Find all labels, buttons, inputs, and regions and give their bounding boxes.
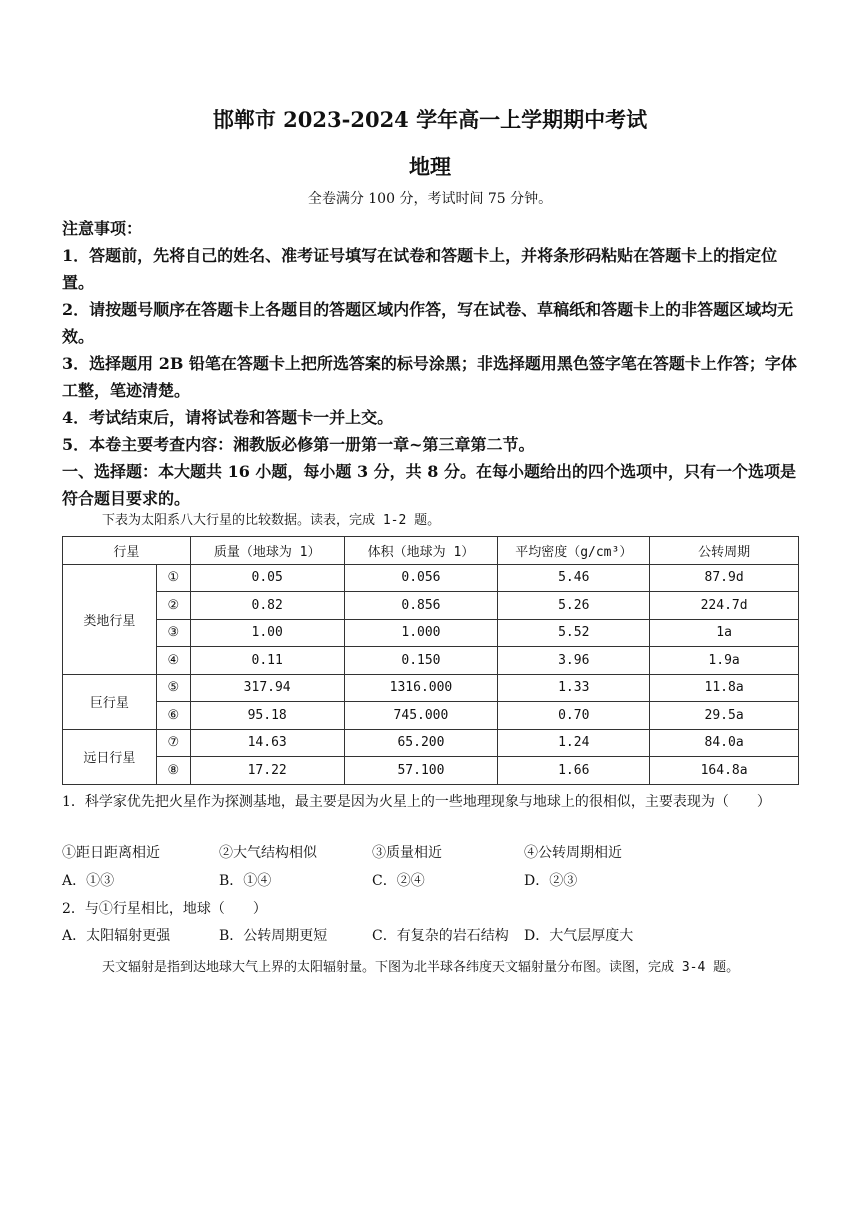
- cell-period: 29.5a: [650, 702, 799, 730]
- question-1-options: [62, 870, 802, 894]
- cell-mass: 0.11: [190, 647, 344, 675]
- q2-option-a[interactable]: A．太阳辐射更强: [62, 928, 171, 944]
- cell-density: 5.46: [498, 564, 650, 592]
- row-id: ⑤: [156, 674, 190, 702]
- cell-volume: 1316.000: [344, 674, 498, 702]
- group-terrestrial: 类地行星: [63, 564, 157, 674]
- note-item: 3．选择题用 2B 铅笔在答题卡上把所选答案的标号涂黑；非选择题用黑色签字笔在答题卡上作答；字体工整，笔迹清楚。: [62, 354, 797, 400]
- q2-option-b[interactable]: B．公转周期更短: [219, 928, 328, 944]
- question-2-options: [62, 925, 802, 949]
- cell-period: 1a: [650, 619, 799, 647]
- table-row: [63, 674, 799, 702]
- row-id: ⑥: [156, 702, 190, 730]
- exam-info: 全卷满分 100 分，考试时间 75 分钟。: [307, 191, 553, 207]
- table-row: [63, 619, 799, 647]
- cell-mass: 0.82: [190, 592, 344, 620]
- cell-density: 1.24: [498, 729, 650, 757]
- cell-mass: 1.00: [190, 619, 344, 647]
- q2-option-c[interactable]: C．有复杂的岩石结构: [372, 928, 509, 944]
- header-period: 公转周期: [650, 537, 799, 565]
- notes-section: [62, 215, 802, 512]
- cell-period: 1.9a: [650, 647, 799, 675]
- table-row: [63, 647, 799, 675]
- cell-density: 1.33: [498, 674, 650, 702]
- cell-density: 3.96: [498, 647, 650, 675]
- figure-intro: 天文辐射是指到达地球大气上界的太阳辐射量。下图为北半球各纬度天文辐射量分布图。读图，完成 3-4 题。: [102, 960, 740, 975]
- table-row: [63, 702, 799, 730]
- header-planet: 行星: [63, 537, 191, 565]
- cell-volume: 745.000: [344, 702, 498, 730]
- group-giant: 巨行星: [63, 674, 157, 729]
- q1-item: ①距日距离相近: [62, 845, 160, 861]
- group-far: 远日行星: [63, 729, 157, 784]
- cell-volume: 0.856: [344, 592, 498, 620]
- table-header-row: [63, 537, 799, 565]
- cell-density: 0.70: [498, 702, 650, 730]
- notes-heading: 注意事项：: [62, 219, 143, 238]
- note-item: 2．请按题号顺序在答题卡上各题目的答题区域内作答，写在试卷、草稿纸和答题卡上的非答题区域均无效。: [62, 300, 794, 346]
- cell-mass: 14.63: [190, 729, 344, 757]
- cell-mass: 95.18: [190, 702, 344, 730]
- row-id: ③: [156, 619, 190, 647]
- note-item: 4．考试结束后，请将试卷和答题卡一并上交。: [62, 408, 394, 427]
- cell-mass: 317.94: [190, 674, 344, 702]
- cell-period: 224.7d: [650, 592, 799, 620]
- planet-table: [62, 536, 799, 785]
- note-item: 5．本卷主要考查内容：湘教版必修第一册第一章~第三章第二节。: [62, 435, 535, 454]
- cell-density: 5.52: [498, 619, 650, 647]
- exam-title: 邯郸市 2023-2024 学年高一上学期期中考试: [212, 107, 648, 132]
- table-row: [63, 729, 799, 757]
- row-id: ④: [156, 647, 190, 675]
- q1-option-c[interactable]: C．②④: [372, 873, 425, 889]
- q1-option-d[interactable]: D．②③: [524, 873, 578, 889]
- cell-density: 1.66: [498, 757, 650, 785]
- q1-item: ③质量相近: [372, 845, 442, 861]
- table-row: [63, 564, 799, 592]
- cell-period: 87.9d: [650, 564, 799, 592]
- row-id: ⑧: [156, 757, 190, 785]
- row-id: ⑦: [156, 729, 190, 757]
- cell-mass: 17.22: [190, 757, 344, 785]
- subject-title: 地理: [409, 154, 451, 179]
- cell-mass: 0.05: [190, 564, 344, 592]
- q1-option-a[interactable]: A．①③: [62, 873, 115, 889]
- table-intro: 下表为太阳系八大行星的比较数据。读表，完成 1-2 题。: [102, 513, 441, 528]
- row-id: ①: [156, 564, 190, 592]
- cell-volume: 65.200: [344, 729, 498, 757]
- q1-item: ②大气结构相似: [219, 845, 317, 861]
- cell-volume: 0.150: [344, 647, 498, 675]
- note-item: 1．答题前，先将自己的姓名、准考证号填写在试卷和答题卡上，并将条形码粘贴在答题卡上的指定位置。: [62, 246, 778, 292]
- section-heading: 一、选择题：本大题共 16 小题，每小题 3 分，共 8 分。在每小题给出的四个选项中，只有一个选项是符合题目要求的。: [62, 462, 796, 508]
- cell-volume: 1.000: [344, 619, 498, 647]
- table-row: [63, 592, 799, 620]
- table-row: [63, 757, 799, 785]
- question-2-stem: 2．与①行星相比，地球（ ）: [62, 901, 267, 917]
- question-1-items: [62, 842, 802, 866]
- cell-period: 164.8a: [650, 757, 799, 785]
- q1-item: ④公转周期相近: [524, 845, 622, 861]
- header-density: 平均密度（g/cm³）: [498, 537, 650, 565]
- header-volume: 体积（地球为 1）: [344, 537, 498, 565]
- question-1-stem: 1．科学家优先把火星作为探测基地，最主要是因为火星上的一些地理现象与地球上的很相似，主要表现为（ ）: [62, 794, 771, 810]
- q1-option-b[interactable]: B．①④: [219, 873, 272, 889]
- cell-volume: 0.056: [344, 564, 498, 592]
- cell-volume: 57.100: [344, 757, 498, 785]
- header-mass: 质量（地球为 1）: [190, 537, 344, 565]
- row-id: ②: [156, 592, 190, 620]
- q2-option-d[interactable]: D．大气层厚度大: [524, 928, 634, 944]
- cell-period: 11.8a: [650, 674, 799, 702]
- cell-density: 5.26: [498, 592, 650, 620]
- cell-period: 84.0a: [650, 729, 799, 757]
